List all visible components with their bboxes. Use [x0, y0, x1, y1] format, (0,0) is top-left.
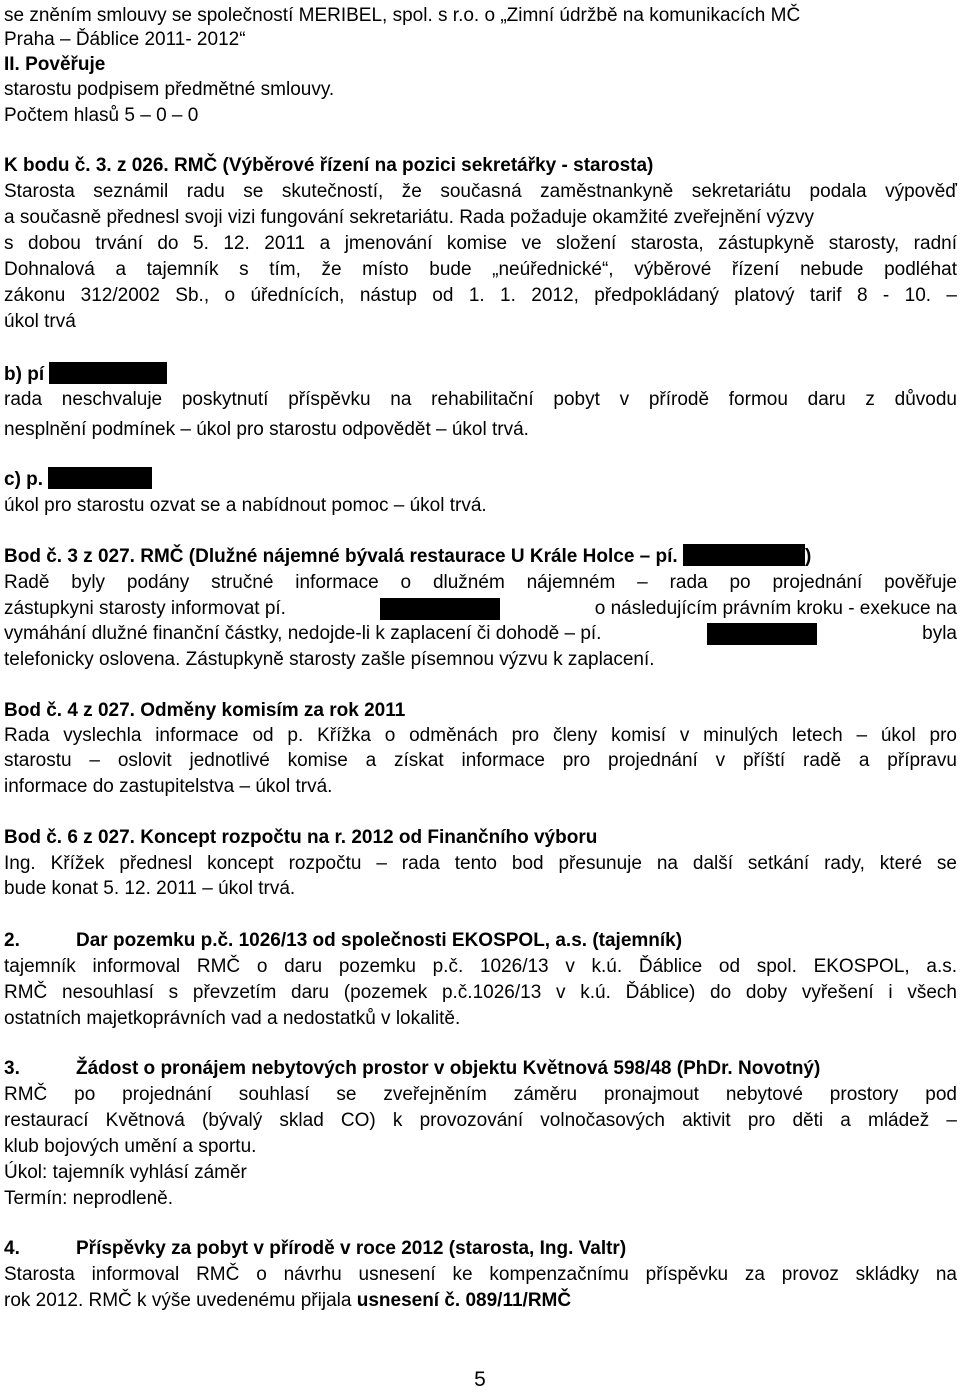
- text-line: bude konat 5. 12. 2011 – úkol trvá.: [4, 878, 296, 899]
- section-heading-text: b) pí: [4, 364, 45, 385]
- text-fragment: byla: [922, 623, 957, 644]
- redaction-box: [707, 623, 817, 645]
- section-heading-text: Bod č. 3 z 027. RMČ (Dlužné nájemné bývalá restaurace U Krále Holce – pí.: [4, 546, 678, 567]
- text-line: restaurací Květnová (bývalý sklad CO) k provozování volnočasových aktivit pro děti a mládež –: [4, 1110, 957, 1131]
- section-heading: Bod č. 6 z 027. Koncept rozpočtu na r. 2012 od Finančního výboru: [4, 827, 598, 848]
- text-line: úkol pro starostu ozvat se a nabídnout pomoc – úkol trvá.: [4, 495, 487, 516]
- text-line: II. Pověřuje: [4, 54, 106, 75]
- text-line: [4, 622, 957, 646]
- text-line: [4, 597, 957, 621]
- resolution-number: usnesení č. 089/11/RMČ: [356, 1290, 572, 1311]
- text-fragment: zástupkyni starosty informovat pí.: [4, 598, 286, 619]
- text-line: [4, 1289, 571, 1313]
- text-line: úkol trvá: [4, 311, 76, 332]
- redaction-box: [683, 544, 805, 566]
- text-line: Ing. Křížek přednesl koncept rozpočtu – rada tento bod přesunuje na další setkání rady, které se: [4, 853, 957, 874]
- text-line: klub bojových umění a sportu.: [4, 1136, 257, 1157]
- text-line: Radě byly podány stručné informace o dlužném nájemném – rada po projednání pověřuje: [4, 572, 957, 593]
- section-heading: [4, 467, 152, 492]
- text-fragment: o následujícím právním kroku - exekuce na: [594, 598, 957, 619]
- text-line: ostatních majetkoprávních vad a nedostatků v lokalitě.: [4, 1008, 461, 1029]
- section-heading-text: c) p.: [4, 469, 44, 490]
- redaction-box: [48, 467, 152, 489]
- section-heading: [4, 544, 811, 569]
- section-heading: Bod č. 4 z 027. Odměny komisím za rok 2011: [4, 700, 406, 721]
- text-line: starostu – oslovit jednotlivé komise a získat informace pro projednání v příští radě a přípravu: [4, 750, 957, 771]
- section-heading-end: ): [804, 546, 812, 567]
- text-line: Rada vyslechla informace od p. Křížka o odměnách pro členy komisí v minulých letech – úkol pro: [4, 725, 957, 746]
- section-heading: K bodu č. 3. z 026. RMČ (Výběrové řízení na pozici sekretářky - starosta): [4, 155, 654, 176]
- section-heading-text: Dar pozemku p.č. 1026/13 od společnosti EKOSPOL, a.s. (tajemník): [76, 930, 683, 951]
- text-fragment: rok 2012. RMČ k výše uvedenému přijala: [4, 1290, 357, 1311]
- text-line: RMČ nesouhlasí s převzetím daru (pozemek p.č.1026/13 v k.ú. Ďáblice) do doby vyřešení i všech: [4, 982, 957, 1003]
- section-number: 2.: [4, 930, 20, 951]
- text-line: Dohnalová a tajemník s tím, že místo bude „neúřednické“, výběrové řízení nebude podléhat: [4, 259, 957, 280]
- section-heading: [4, 1237, 626, 1261]
- text-line: Počtem hlasů 5 – 0 – 0: [4, 105, 199, 126]
- section-heading-text: Příspěvky za pobyt v přírodě v roce 2012 (starosta, Ing. Valtr): [76, 1238, 627, 1259]
- section-heading-text: Žádost o pronájem nebytových prostor v objektu Květnová 598/48 (PhDr. Novotný): [76, 1058, 821, 1079]
- section-heading: [4, 929, 682, 953]
- text-line: se zněním smlouvy se společností MERIBEL, spol. s r.o. o „Zimní údržbě na komunikacích MČ: [4, 5, 801, 26]
- text-line: informace do zastupitelstva – úkol trvá.: [4, 776, 333, 797]
- text-line: telefonicky oslovena. Zástupkyně starosty zašle písemnou výzvu k zaplacení.: [4, 649, 655, 670]
- text-line: tajemník informoval RMČ o daru pozemku p.č. 1026/13 v k.ú. Ďáblice od spol. EKOSPOL, a.s.: [4, 956, 957, 977]
- section-number: 4.: [4, 1238, 20, 1259]
- text-line: zákonu 312/2002 Sb., o úřednících, nástup od 1. 1. 2012, předpokládaný platový tarif 8 - 10. –: [4, 285, 957, 306]
- text-line: nesplnění podmínek – úkol pro starostu odpovědět – úkol trvá.: [4, 419, 529, 440]
- section-number: 3.: [4, 1058, 20, 1079]
- text-line: Praha – Ďáblice 2011- 2012“: [4, 29, 246, 50]
- text-line: rada neschvaluje poskytnutí příspěvku na rehabilitační pobyt v přírodě formou daru z důvodu: [4, 389, 957, 410]
- text-line: a současně přednesl svoji vizi fungování sekretariátu. Rada požaduje okamžité zveřejnění výzvy: [4, 207, 815, 228]
- section-heading: [4, 1057, 820, 1081]
- text-line: Úkol: tajemník vyhlásí záměr: [4, 1162, 247, 1183]
- redaction-box: [380, 598, 500, 620]
- text-line: starostu podpisem předmětné smlouvy.: [4, 79, 335, 100]
- redaction-box: [49, 362, 167, 384]
- section-heading: [4, 362, 167, 387]
- text-line: Starosta informoval RMČ o návrhu usnesení ke kompenzačnímu příspěvku za provoz skládky na: [4, 1264, 957, 1285]
- page-number: 5: [474, 1368, 486, 1391]
- text-line: Starosta seznámil radu se skutečností, že současná zaměstnankyně sekretariátu podala výpověď: [4, 181, 957, 202]
- text-line: RMČ po projednání souhlasí se zveřejněním záměru pronajmout nebytové prostory pod: [4, 1084, 957, 1105]
- text-fragment: vymáhání dlužné finanční částky, nedojde-li k zaplacení či dohodě – pí.: [4, 623, 602, 644]
- text-line: s dobou trvání do 5. 12. 2011 a jmenování komise ve složení starosta, zástupkyně starosty, radní: [4, 233, 957, 254]
- text-line: Termín: neprodleně.: [4, 1188, 173, 1209]
